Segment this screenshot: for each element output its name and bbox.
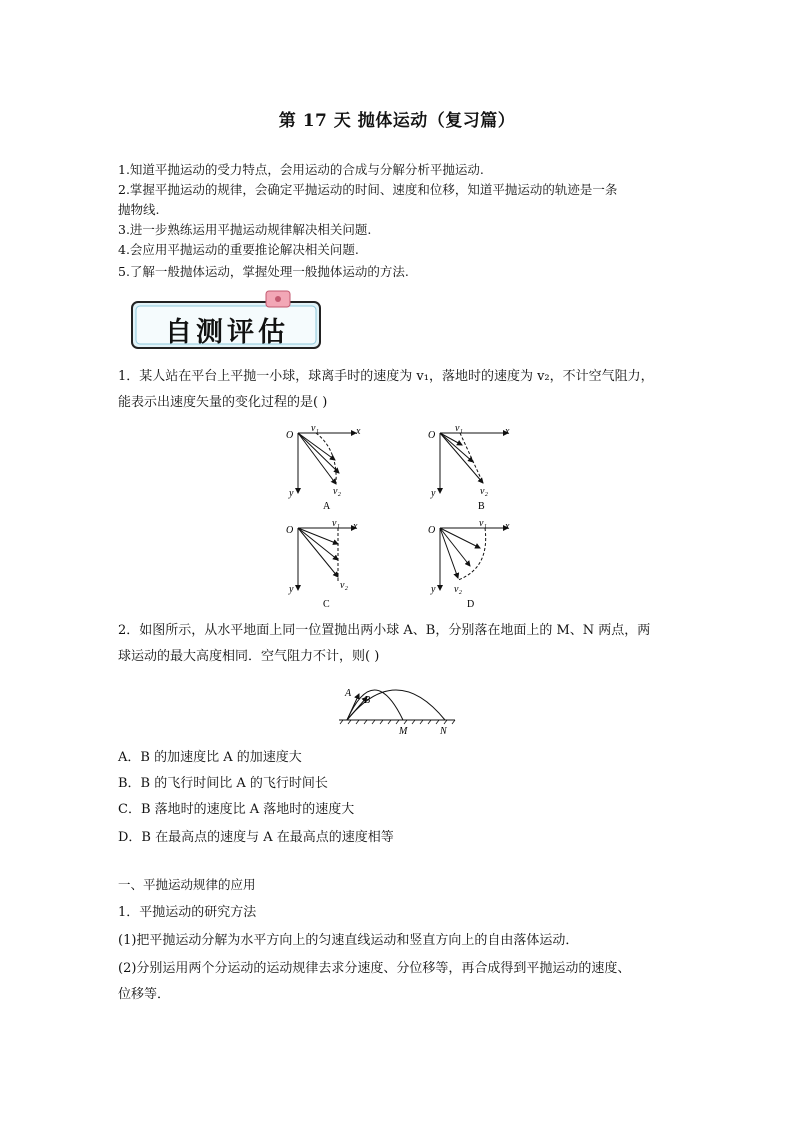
q2-figure — [335, 672, 460, 738]
q2-option-b: B．B 的飞行时间比 A 的飞行时间长 — [118, 776, 328, 791]
objective-3: 3.进一步熟练运用平抛运动规律解决相关问题. — [118, 222, 372, 237]
objective-5: 5.了解一般抛体运动，掌握处理一般抛体运动的方法. — [118, 264, 409, 279]
fig-label-n: N — [440, 726, 447, 737]
fig-c-v2: v₂ — [340, 580, 348, 591]
fig-c-x: x — [353, 521, 358, 532]
fig-b-origin: O — [428, 430, 436, 441]
q1-line2: 能表示出速度矢量的变化过程的是( ) — [118, 395, 328, 410]
fig-d-v2: v₂ — [454, 584, 462, 595]
self-test-banner — [128, 288, 324, 354]
fig-d-v1: v₁ — [479, 518, 487, 529]
q2-line1: 2．如图所示，从水平地面上同一位置抛出两小球 A、B，分别落在地面上的 M、N 两点，两 — [118, 623, 651, 638]
section-sub: 1．平抛运动的研究方法 — [118, 905, 257, 920]
fig-a-v1: v₁ — [311, 423, 319, 434]
q2-option-c: C．B 落地时的速度比 A 落地时的速度大 — [118, 802, 355, 817]
q2-option-a: A．B 的加速度比 A 的加速度大 — [118, 750, 302, 765]
fig-d-x: x — [505, 521, 510, 532]
section-p2: (2)分别运用两个分运动的运动规律去求分速度、分位移等，再合成得到平抛运动的速度、 — [118, 961, 631, 976]
fig-label-a: A — [345, 688, 352, 699]
q2-option-d: D．B 在最高点的速度与 A 在最高点的速度相等 — [118, 830, 394, 845]
fig-a-v2: v₂ — [333, 486, 341, 497]
banner-text: 自测评估 — [165, 317, 289, 348]
fig-a-x: x — [356, 426, 361, 437]
fig-d-origin: O — [428, 525, 436, 536]
objective-1: 1.知道平抛运动的受力特点，会用运动的合成与分解分析平抛运动. — [118, 162, 484, 177]
fig-c-v1: v₁ — [332, 518, 340, 529]
q1-line1: 1．某人站在平台上平抛一小球，球离手时的速度为 v₁，落地时的速度为 v₂，不计空气阻力， — [118, 369, 654, 384]
q2-line2: 球运动的最大高度相同．空气阻力不计，则( ) — [118, 649, 380, 664]
fig-label-m: M — [399, 726, 408, 737]
objective-2-cont: 抛物线. — [118, 202, 160, 217]
fig-a-label: A — [323, 501, 331, 512]
fig-c-y: y — [289, 584, 294, 595]
fig-b-v2: v₂ — [480, 486, 488, 497]
page-title: 第 17 天 抛体运动（复习篇） — [278, 111, 516, 131]
q1-figure — [280, 420, 520, 616]
fig-a-y: y — [289, 488, 294, 499]
fig-c-label: C — [323, 599, 330, 610]
fig-b-v1: v₁ — [455, 423, 463, 434]
section-p1: (1)把平抛运动分解为水平方向上的匀速直线运动和竖直方向上的自由落体运动． — [118, 933, 579, 948]
fig-a-origin: O — [286, 430, 294, 441]
objective-4: 4.会应用平抛运动的重要推论解决相关问题. — [118, 242, 359, 257]
fig-b-y: y — [431, 488, 436, 499]
fig-d-y: y — [431, 584, 436, 595]
fig-d-label: D — [467, 599, 475, 610]
objective-2: 2.掌握平抛运动的规律，会确定平抛运动的时间、速度和位移，知道平抛运动的轨迹是一条 — [118, 182, 618, 197]
fig-c-origin: O — [286, 525, 294, 536]
fig-label-b: B — [364, 695, 371, 706]
section-p2-cont: 位移等． — [118, 987, 171, 1002]
fig-b-x: x — [505, 426, 510, 437]
section-heading: 一、平抛运动规律的应用 — [118, 877, 256, 892]
fig-b-label: B — [478, 501, 485, 512]
